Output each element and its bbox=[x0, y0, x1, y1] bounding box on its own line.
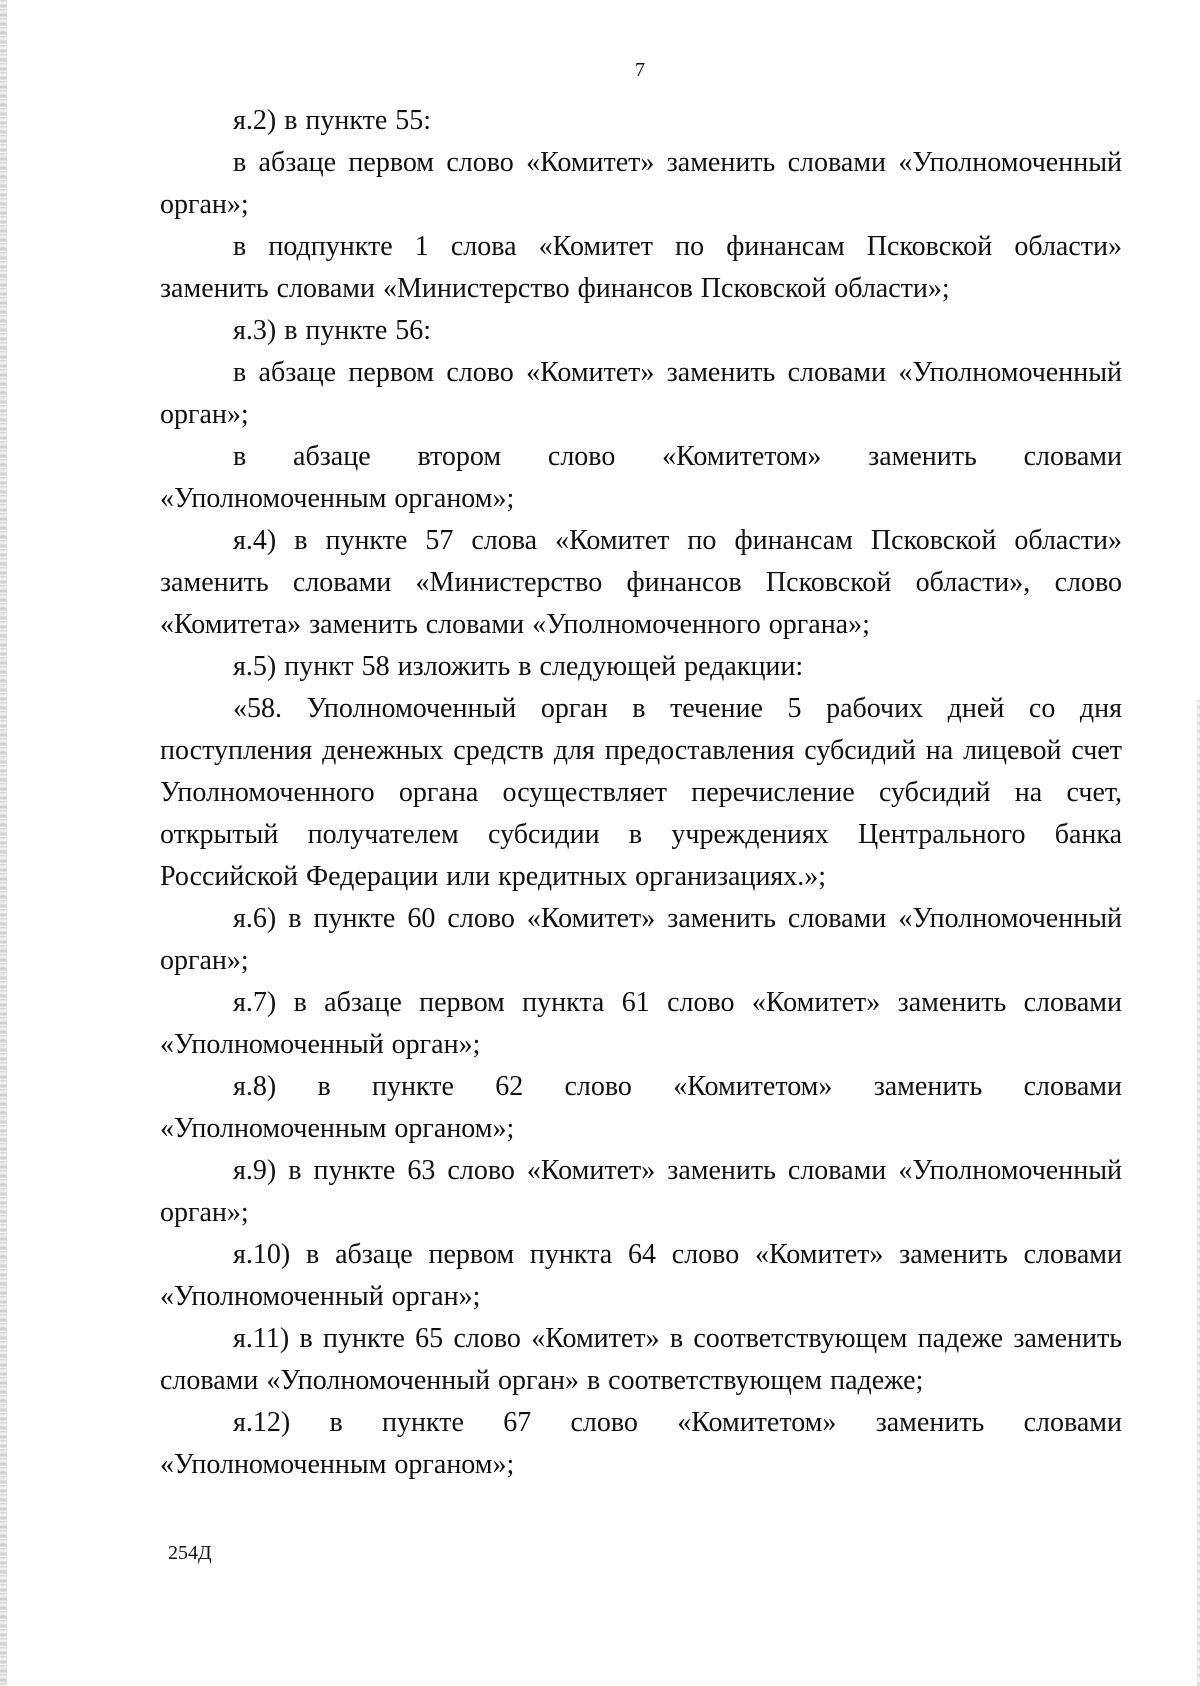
paragraph: в подпункте 1 слова «Комитет по финансам Псковской области» заменить словами «Министерство финансов Псковской области»; bbox=[160, 231, 1122, 304]
paragraph: я.5) пункт 58 изложить в следующей редакции: bbox=[233, 651, 804, 682]
paragraph: я.2) в пункте 55: bbox=[233, 105, 432, 136]
paragraph: «58. Уполномоченный орган в течение 5 рабочих дней со дня поступления денежных средств для предоставления субсидий на лицевой счет Уполномоченного органа осуществляет перечисление субсидий на счет, открытый получателем субсидии в учреждениях Центрального банка Российской Федерации или кредитных организациях.»; bbox=[160, 693, 1122, 892]
paragraph: в абзаце втором слово «Комитетом» заменить словами «Уполномоченным органом»; bbox=[160, 441, 1122, 514]
document-code: 254Д bbox=[168, 1542, 212, 1564]
paragraph: я.9) в пункте 63 слово «Комитет» заменить словами «Уполномоченный орган»; bbox=[160, 1155, 1122, 1228]
paragraph: я.7) в абзаце первом пункта 61 слово «Комитет» заменить словами «Уполномоченный орган»; bbox=[160, 987, 1122, 1060]
document-body bbox=[160, 100, 1122, 1486]
paragraph: я.10) в абзаце первом пункта 64 слово «Комитет» заменить словами «Уполномоченный орган»; bbox=[160, 1239, 1122, 1312]
page-number: 7 bbox=[635, 59, 645, 81]
paragraph: в абзаце первом слово «Комитет» заменить словами «Уполномоченный орган»; bbox=[160, 357, 1122, 430]
paragraph: я.12) в пункте 67 слово «Комитетом» заменить словами «Уполномоченным органом»; bbox=[160, 1407, 1122, 1480]
paragraph: я.6) в пункте 60 слово «Комитет» заменить словами «Уполномоченный орган»; bbox=[160, 903, 1122, 976]
paragraph: я.8) в пункте 62 слово «Комитетом» заменить словами «Уполномоченным органом»; bbox=[160, 1071, 1122, 1144]
paragraph: я.4) в пункте 57 слова «Комитет по финансам Псковской области» заменить словами «Министерство финансов Псковской области», слово «Комитета» заменить словами «Уполномоченного органа»; bbox=[160, 525, 1122, 640]
paragraph: я.11) в пункте 65 слово «Комитет» в соответствующем падеже заменить словами «Уполномоченный орган» в соответствующем падеже; bbox=[160, 1323, 1122, 1396]
scan-left-edge bbox=[0, 0, 7, 1686]
paragraph: в абзаце первом слово «Комитет» заменить словами «Уполномоченный орган»; bbox=[160, 147, 1122, 220]
paragraph: я.3) в пункте 56: bbox=[233, 315, 432, 346]
